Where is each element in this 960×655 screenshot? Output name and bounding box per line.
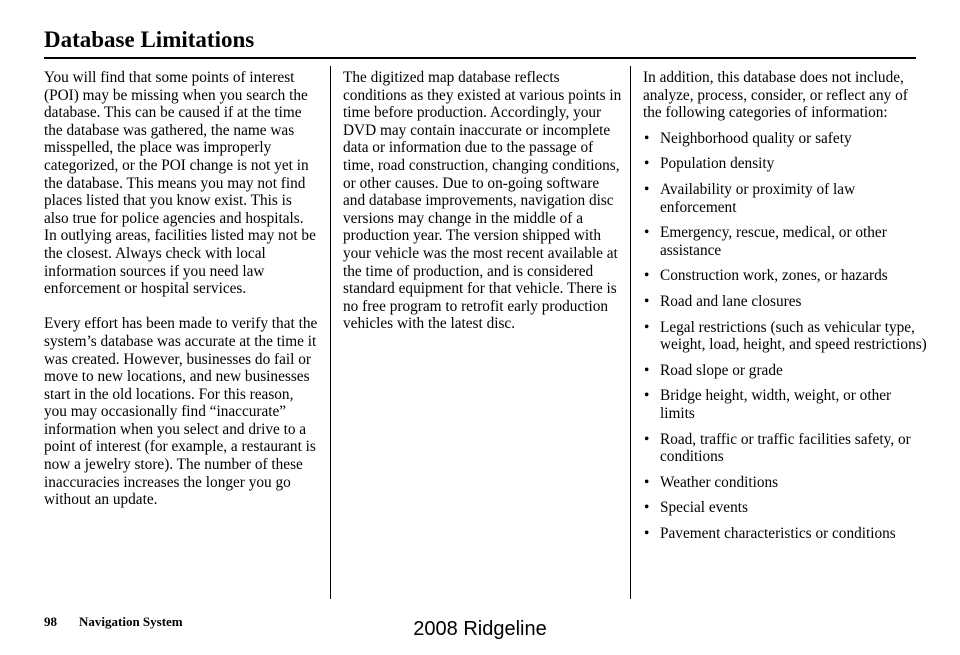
list-item: • Construction work, zones, or hazards: [643, 267, 928, 285]
list-item: • Legal restrictions (such as vehicular type, weight, load, height, and speed restrictions): [643, 319, 928, 354]
paragraph-database-accuracy: Every effort has been made to verify that the system’s database was accurate at the time it was created. However, businesses do fail or move to new locations, and new businesses start in the old locations. For this reason, you may occasionally find “inaccurate” information when you select and drive to a point of interest (for example, a restaurant is now a jewelry store). The number of these inaccuracies increases the longer you go without an update.: [44, 315, 318, 509]
list-item: • Special events: [643, 499, 928, 517]
column-2: [343, 69, 623, 333]
page-number: 98: [44, 614, 57, 629]
category-list: [643, 130, 928, 543]
list-item: • Neighborhood quality or safety: [643, 130, 928, 148]
list-item: • Road slope or grade: [643, 362, 928, 380]
list-item: • Availability or proximity of law enforcement: [643, 181, 928, 216]
column-3: [643, 69, 928, 550]
list-item: • Pavement characteristics or conditions: [643, 525, 928, 543]
list-item: • Population density: [643, 155, 928, 173]
column-divider-2: [630, 66, 631, 599]
page-title: Database Limitations: [44, 27, 255, 52]
list-item: • Road, traffic or traffic facilities safety, or conditions: [643, 431, 928, 466]
title-rule: [44, 57, 916, 59]
column-1: [44, 69, 320, 509]
footer-section-label: Navigation System: [79, 614, 183, 629]
column-divider-1: [330, 66, 331, 599]
paragraph-map-database: The digitized map database reflects conditions as they existed at various points in time before production. Accordingly, your DVD may contain inaccurate or incomplete data or information due to the passage of time, road construction, changing conditions, or other causes. Due to on-going software and database improvements, navigation disc versions may change in the middle of a production year. The version shipped with your vehicle was the most recent available at the time of production, and is considered standard equipment for that vehicle. There is no free program to retrofit early production vehicles with the latest disc.: [343, 69, 622, 333]
list-item: • Weather conditions: [643, 474, 928, 492]
paragraph-categories-intro: In addition, this database does not include, analyze, process, consider, or reflect any of the following categories of information:: [643, 69, 908, 122]
list-item: • Emergency, rescue, medical, or other assistance: [643, 224, 928, 259]
paragraph-poi-missing: You will find that some points of interest (POI) may be missing when you search the database. This can be caused if at the time the database was gathered, the name was misspelled, the place was improperly categorized, or the POI change is not yet in the database. This means you may not find places listed that you know exist. This is also true for police agencies and hospitals. In outlying areas, facilities listed may not be the closest. Always check with local information sources if you need law enforcement or hospital services.: [44, 69, 316, 298]
watermark: 2008 Ridgeline: [413, 618, 547, 640]
list-item: • Road and lane closures: [643, 293, 928, 311]
list-item: • Bridge height, width, weight, or other limits: [643, 387, 928, 422]
